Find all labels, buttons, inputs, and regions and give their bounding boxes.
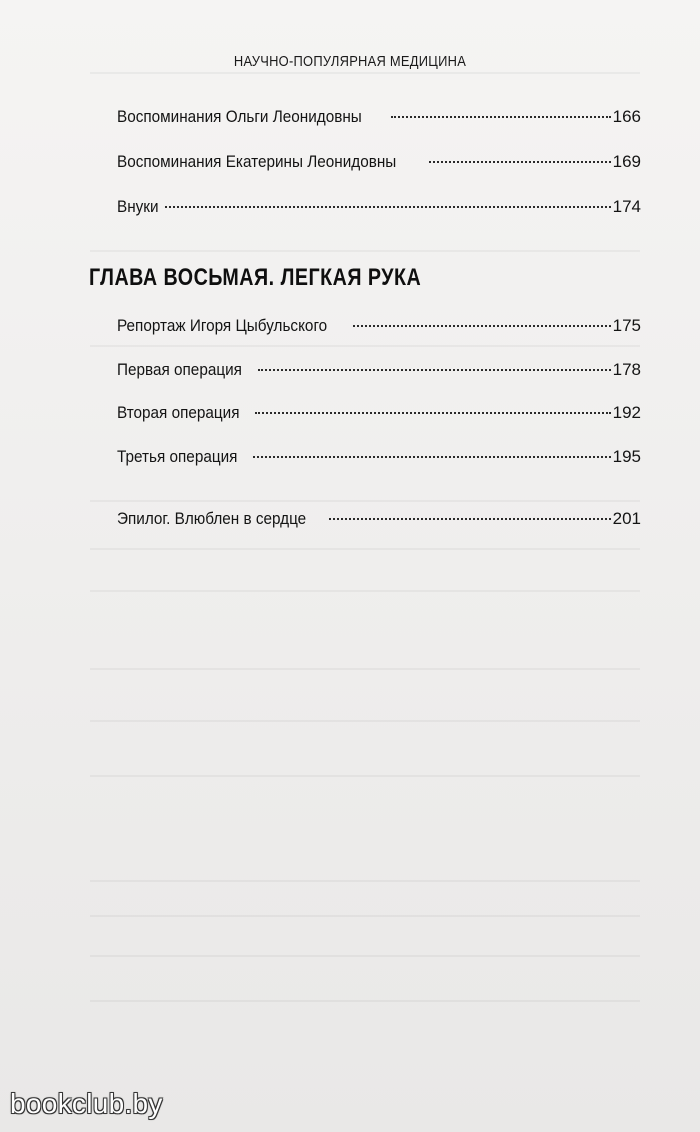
toc-entry bbox=[117, 316, 641, 336]
toc-entry bbox=[117, 360, 641, 380]
site-watermark: bookclub.by bbox=[10, 1088, 163, 1119]
dot-leader bbox=[391, 116, 611, 118]
dot-leader bbox=[353, 325, 611, 327]
toc-entry-title: Эпилог. Влюблен в сердце bbox=[117, 509, 307, 528]
toc-entry bbox=[117, 152, 641, 172]
running-head: НАУЧНО-ПОПУЛЯРНАЯ МЕДИЦИНА bbox=[233, 53, 467, 70]
dot-leader bbox=[258, 369, 611, 371]
chapter-heading: ГЛАВА ВОСЬМАЯ. ЛЕГКАЯ РУКА bbox=[89, 264, 422, 291]
toc-entry-title: Первая операция bbox=[117, 360, 242, 379]
toc-entry bbox=[117, 107, 641, 127]
toc-entry bbox=[117, 447, 641, 467]
bleed-through-line bbox=[90, 775, 640, 777]
toc-entry-page: 195 bbox=[612, 447, 641, 466]
dot-leader bbox=[165, 206, 610, 208]
bleed-through-line bbox=[90, 880, 640, 882]
toc-entry-page: 174 bbox=[612, 197, 641, 216]
bleed-through-line bbox=[90, 548, 640, 550]
toc-entry-page: 175 bbox=[612, 316, 641, 335]
bleed-through-line bbox=[90, 915, 640, 917]
bleed-through-line bbox=[90, 720, 640, 722]
dot-leader bbox=[255, 412, 611, 414]
toc-entry-title: Воспоминания Ольги Леонидовны bbox=[117, 107, 362, 126]
bleed-through-line bbox=[90, 250, 640, 252]
toc-entry-epilogue bbox=[117, 509, 641, 529]
toc-entry-page: 192 bbox=[612, 403, 641, 422]
toc-entry-title: Третья операция bbox=[117, 447, 238, 466]
dot-leader bbox=[429, 161, 610, 163]
bleed-through-line bbox=[90, 345, 640, 347]
toc-entry-page: 201 bbox=[612, 509, 641, 528]
toc-entry-page: 169 bbox=[612, 152, 641, 171]
dot-leader bbox=[253, 456, 611, 458]
toc-entry-page: 178 bbox=[612, 360, 641, 379]
toc-entry-title: Внуки bbox=[117, 197, 159, 216]
bleed-through-line bbox=[90, 500, 640, 502]
bleed-through-line bbox=[90, 72, 640, 74]
dot-leader bbox=[329, 518, 610, 520]
toc-entry bbox=[117, 197, 641, 217]
toc-entry-title: Репортаж Игоря Цыбульского bbox=[117, 316, 328, 335]
toc-entry-title: Вторая операция bbox=[117, 403, 240, 422]
bleed-through-line bbox=[90, 955, 640, 957]
bleed-through-line bbox=[90, 1000, 640, 1002]
toc-entry-page: 166 bbox=[612, 107, 641, 126]
bleed-through-line bbox=[90, 668, 640, 670]
toc-entry bbox=[117, 403, 641, 423]
toc-entry-title: Воспоминания Екатерины Леонидовны bbox=[117, 152, 397, 171]
bleed-through-line bbox=[90, 590, 640, 592]
